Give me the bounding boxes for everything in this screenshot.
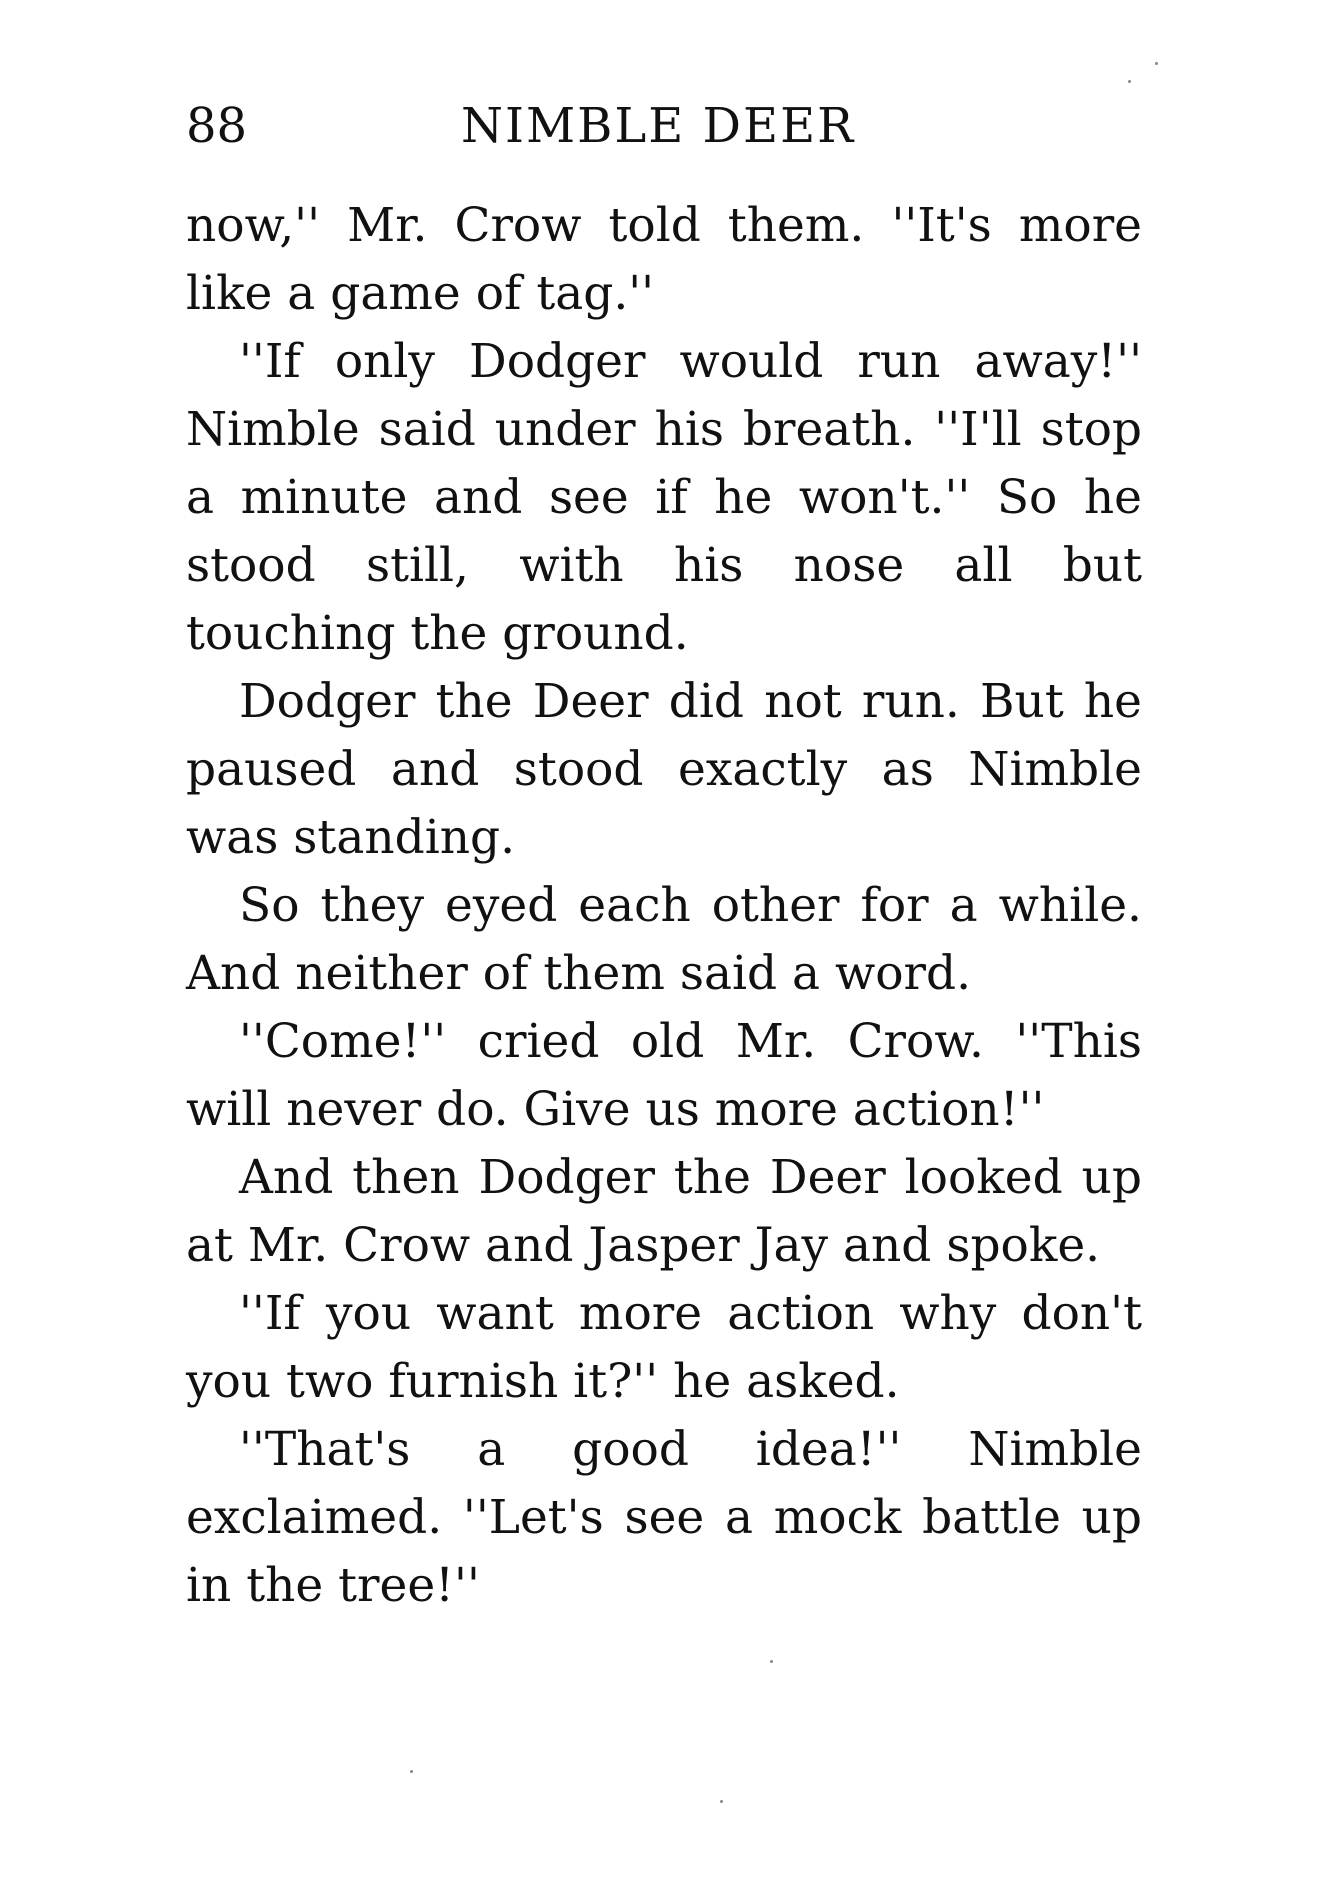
scan-speck	[720, 1800, 723, 1803]
paragraph: ''That's a good idea!'' Nimble exclaimed. ''Let's see a mock battle up in the tree!''	[186, 1422, 1142, 1613]
scan-speck	[410, 1770, 413, 1773]
paragraph: now,'' Mr. Crow told them. ''It's more like a game of tag.''	[186, 198, 1142, 321]
paragraph: So they eyed each other for a while. And neither of them said a word.	[186, 878, 1142, 1001]
paragraph: And then Dodger the Deer looked up at Mr. Crow and Jasper Jay and spoke.	[186, 1150, 1142, 1273]
paragraph: Dodger the Deer did not run. But he paused and stood exactly as Nimble was standing.	[186, 674, 1142, 865]
running-title: NIMBLE DEER	[461, 98, 856, 154]
scan-speck	[1128, 80, 1131, 83]
page-number: 88	[186, 98, 248, 154]
body-text	[186, 192, 1142, 1620]
paragraph: ''If only Dodger would run away!'' Nimble said under his breath. ''I'll stop a minute and see if he won't.'' So he stood still, with his nose all but touching the ground.	[186, 334, 1142, 661]
scan-speck	[1155, 62, 1158, 65]
paragraph: ''Come!'' cried old Mr. Crow. ''This will never do. Give us more action!''	[186, 1014, 1142, 1137]
scan-speck	[770, 1660, 773, 1663]
paragraph: ''If you want more action why don't you two furnish it?'' he asked.	[186, 1286, 1142, 1409]
running-head	[186, 96, 1142, 156]
